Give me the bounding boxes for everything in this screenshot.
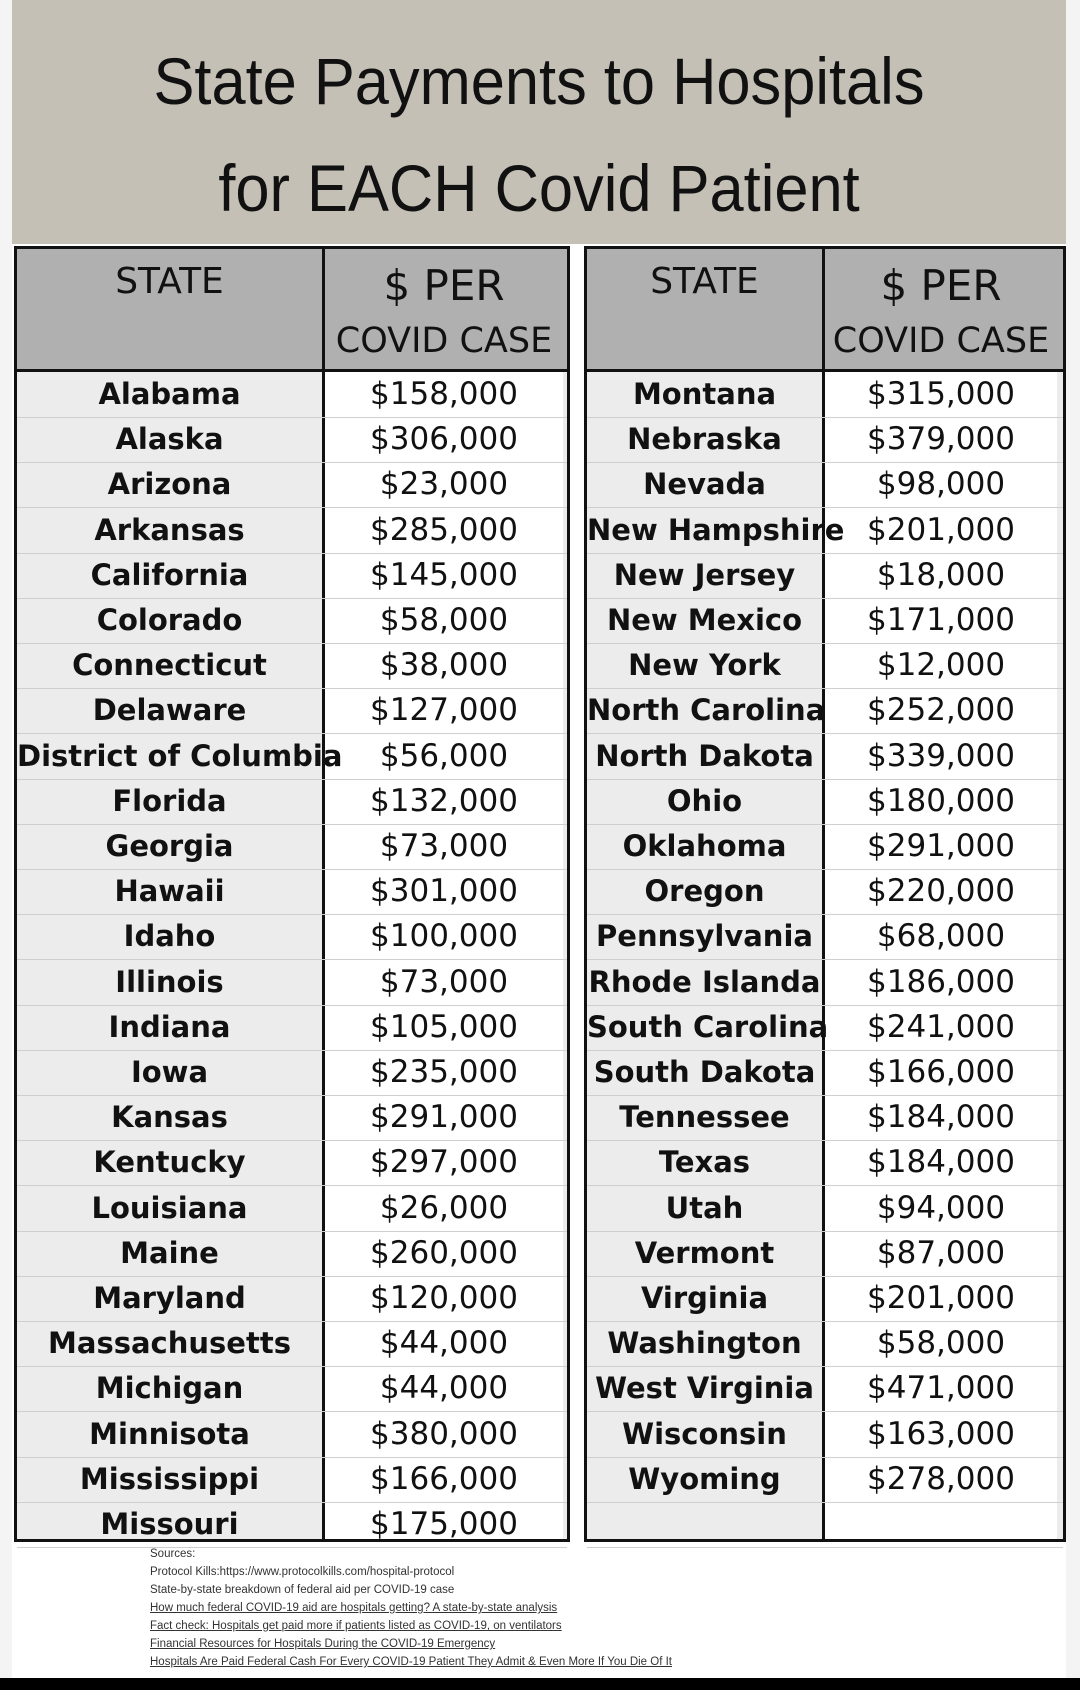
state-name: Connecticut [72,648,267,683]
state-name: Indiana [108,1009,231,1044]
source-line: Protocol Kills:https://www.protocolkills.com/hospital-protocol [150,1566,455,1578]
payment-amount: $252,000 [867,692,1015,729]
table-row [17,372,567,418]
payment-amount: $379,000 [867,421,1015,458]
payment-amount: $297,000 [370,1144,518,1181]
header-covid-case-label: COVID CASE [832,321,1050,361]
header-per-label: $ PER [383,261,505,310]
state-name: Tennessee [619,1100,790,1135]
payment-amount: $127,000 [370,692,518,729]
state-name: Minnisota [89,1416,250,1451]
header-covid-case-label: COVID CASE [335,321,553,361]
state-name: Alabama [98,377,241,411]
table-row [17,1231,567,1277]
state-name: Missouri [100,1507,239,1541]
payment-amount: $306,000 [370,421,518,458]
payment-amount: $241,000 [867,1008,1015,1045]
page-title-line-1: State Payments to Hospitals [153,44,925,118]
state-name: Washington [607,1326,802,1361]
table-row [587,1231,1063,1277]
header-state [17,249,322,369]
table-row [587,1366,1063,1412]
source-line: State-by-state breakdown of federal aid per COVID-19 case [150,1584,455,1596]
payment-amount: $18,000 [876,556,1006,593]
table-row [17,824,567,870]
payment-amount: $235,000 [370,1054,518,1090]
payment-amount: $120,000 [370,1280,518,1316]
payment-amount: $163,000 [867,1415,1015,1452]
table-row [17,508,567,554]
table-row [17,779,567,825]
table-row [587,824,1063,870]
left-table [14,246,570,1542]
payment-amount: $23,000 [379,466,509,503]
table-row [587,553,1063,599]
state-name: New Mexico [606,603,803,637]
state-name: Hawaii [114,874,225,909]
table-row [587,1276,1063,1322]
table-row [587,417,1063,463]
source-link[interactable]: Hospitals Are Paid Federal Cash For Every COVID-19 Patient They Admit & Even More If You Die Of It [150,1656,672,1668]
state-name: Texas [658,1145,751,1180]
state-name: South Carolina [587,1009,829,1044]
payment-amount: $260,000 [370,1234,518,1271]
payment-amount: $291,000 [867,828,1015,864]
table-row [17,1050,567,1096]
table-row [587,914,1063,960]
state-name: North Dakota [595,738,814,773]
state-name: Georgia [105,829,234,863]
state-name: Rhode Islanda [588,964,821,999]
header-amount [825,249,1057,369]
header-state-label: STATE [650,261,759,302]
payment-amount: $201,000 [867,511,1015,548]
table-row [587,869,1063,915]
payment-amount: $278,000 [867,1460,1015,1497]
state-name: Arkansas [94,512,245,547]
header-amount [325,249,563,369]
payment-amount: $26,000 [379,1189,509,1226]
right-table [584,246,1066,1542]
payment-amount [825,1502,1057,1547]
table-row [587,1321,1063,1367]
source-link[interactable]: Fact check: Hospitals get paid more if patients listed as COVID-19, on ventilators [150,1620,562,1632]
state-name: Oklahoma [622,829,787,863]
table-row [587,1095,1063,1141]
table-row [17,688,567,734]
payment-amount: $166,000 [370,1460,518,1497]
state-name: Arizona [107,467,232,502]
table-row [587,1050,1063,1096]
payment-amount: $12,000 [876,647,1006,684]
table-row [17,960,567,1006]
payment-amount: $158,000 [370,376,518,412]
payment-amount: $98,000 [876,466,1006,503]
table-row [17,1005,567,1051]
state-name: Ohio [666,783,743,818]
table-row [587,508,1063,554]
state-name: New York [628,648,781,683]
state-name: California [90,557,249,592]
table-row [587,734,1063,780]
header-per-label: $ PER [880,261,1002,310]
state-name: Massachusetts [48,1326,291,1361]
table-row [17,417,567,463]
state-name: North Carolina [587,693,826,728]
state-name: Illinois [115,964,224,999]
payment-amount: $220,000 [867,873,1015,910]
table-row [17,553,567,599]
payment-amount: $58,000 [876,1325,1006,1362]
source-link[interactable]: How much federal COVID-19 aid are hospitals getting? A state-by-state analysis [150,1602,558,1614]
state-name: Mississippi [79,1461,260,1496]
table-row [17,914,567,960]
payment-amount: $301,000 [370,873,518,910]
table-row [587,779,1063,825]
table-row [587,643,1063,689]
payment-amount: $68,000 [876,918,1006,955]
state-name: Vermont [634,1235,775,1270]
payment-amount: $73,000 [379,828,509,864]
payment-amount: $171,000 [867,602,1015,638]
table-row [17,462,567,508]
state-name: Idaho [123,919,216,954]
table-row [17,643,567,689]
table-row [587,960,1063,1006]
state-name: Wisconsin [622,1416,787,1451]
table-row [587,1005,1063,1051]
sources-block [150,1545,1050,1671]
table-row [17,1457,567,1503]
table-row [17,1095,567,1141]
state-name: Florida [112,783,227,818]
table-row [587,372,1063,418]
payment-amount: $56,000 [379,737,509,774]
table-row [587,1502,1063,1548]
state-name: Utah [665,1190,744,1225]
table-row [17,1186,567,1232]
table-row [587,462,1063,508]
payment-amount: $380,000 [370,1415,518,1452]
state-name: Wyoming [628,1461,781,1496]
payment-amount: $175,000 [370,1506,518,1542]
state-name: District of Columbia [17,738,343,773]
state-name: Maine [120,1235,219,1270]
state-name: West Virginia [595,1371,814,1406]
table-row [17,1366,567,1412]
table-row [17,1276,567,1322]
header-state-label: STATE [115,261,224,302]
state-name: Kansas [111,1100,228,1135]
payment-amount: $145,000 [370,556,518,593]
payment-amount: $105,000 [370,1008,518,1045]
payment-amount: $186,000 [867,963,1015,1000]
payment-amount: $38,000 [379,647,509,684]
table-row [17,1140,567,1186]
payment-amount: $100,000 [370,918,518,955]
table-row [17,598,567,644]
table-row [17,734,567,780]
state-name: South Dakota [593,1055,816,1089]
source-link[interactable]: Financial Resources for Hospitals During the COVID-19 Emergency [150,1638,496,1650]
page-title-line-2: for EACH Covid Patient [218,151,860,225]
state-name: Michigan [95,1371,244,1406]
table-row [17,869,567,915]
state-name: New Hampshire [587,512,845,547]
table-row [587,688,1063,734]
state-name: Oregon [644,874,765,909]
payment-amount: $58,000 [379,602,509,638]
state-name: Nebraska [627,422,782,457]
payment-amount: $291,000 [370,1099,518,1136]
state-name: Nevada [643,467,766,502]
bottom-bar [0,1678,1080,1690]
payment-amount: $132,000 [370,782,518,819]
payment-amount: $315,000 [867,376,1015,412]
table-header [17,249,567,372]
payment-amount: $73,000 [379,963,509,1000]
state-name: Virginia [640,1281,769,1315]
payment-amount: $184,000 [867,1144,1015,1181]
state-name: New Jersey [613,557,796,592]
state-name: Delaware [92,693,247,728]
table-header [587,249,1063,372]
sources-heading: Sources: [150,1548,196,1560]
state-name: Colorado [96,603,243,637]
payment-amount: $166,000 [867,1054,1015,1090]
payment-amount: $184,000 [867,1099,1015,1136]
table-row [17,1412,567,1458]
state-name: Pennsylvania [596,919,813,954]
state-name: Montana [632,377,777,411]
state-name: Maryland [93,1281,246,1315]
payment-amount: $87,000 [876,1234,1006,1271]
payment-amount: $44,000 [379,1370,509,1407]
state-name: Iowa [130,1055,209,1089]
state-name [587,1502,822,1547]
state-name: Alaska [115,422,224,457]
payment-amount: $285,000 [370,511,518,548]
payment-amount: $471,000 [867,1370,1015,1407]
state-name: Kentucky [93,1145,246,1180]
payment-amount: $201,000 [867,1280,1015,1316]
table-row [587,598,1063,644]
table-row [17,1321,567,1367]
table-row [587,1140,1063,1186]
payment-amount: $180,000 [867,782,1015,819]
header-state [587,249,822,369]
payment-amount: $44,000 [379,1325,509,1362]
payment-amount: $94,000 [876,1189,1006,1226]
table-row [587,1412,1063,1458]
payment-amount: $339,000 [867,737,1015,774]
table-row [587,1457,1063,1503]
table-row [17,1502,567,1548]
state-name: Louisiana [91,1190,248,1225]
table-row [587,1186,1063,1232]
